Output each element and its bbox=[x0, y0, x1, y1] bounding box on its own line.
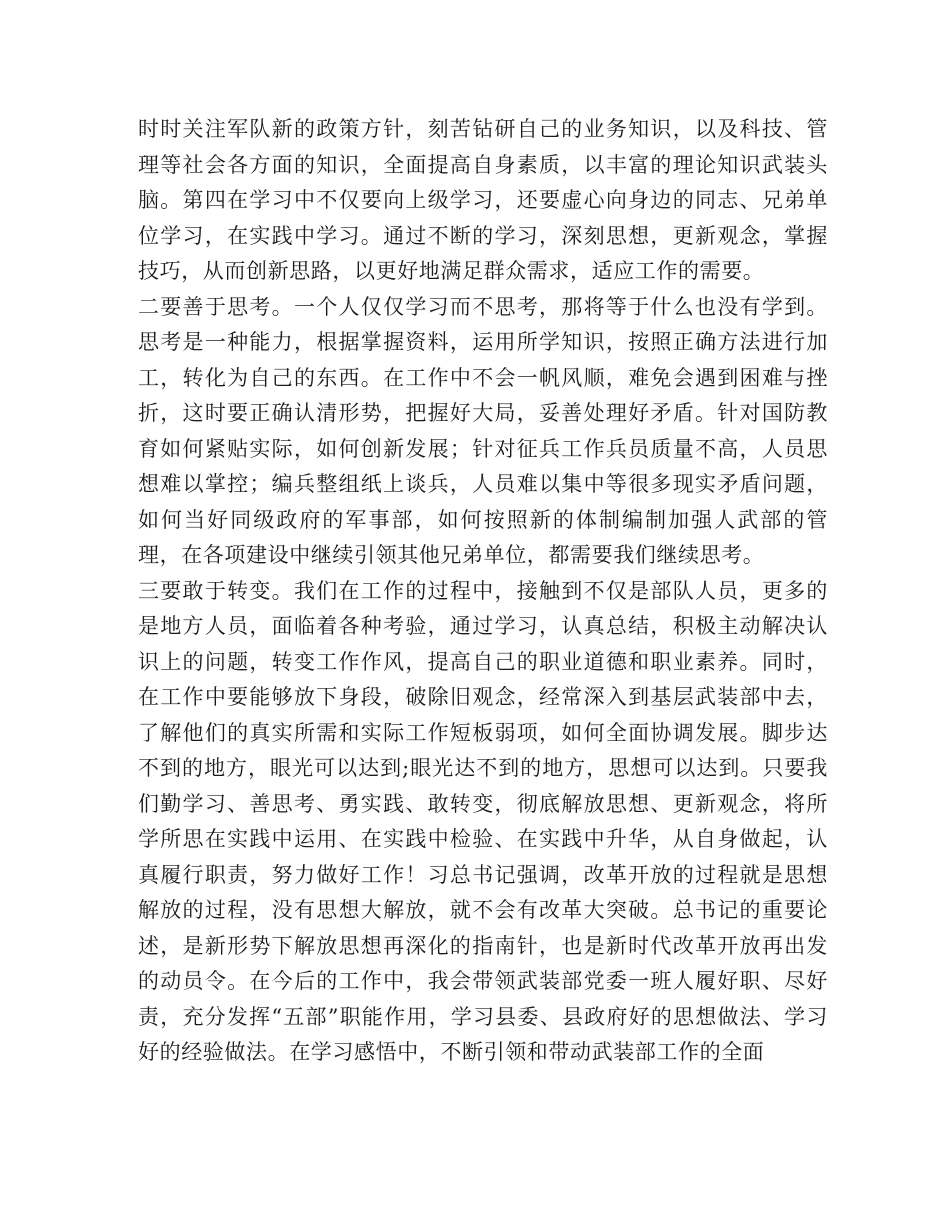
document-body bbox=[138, 112, 828, 1071]
paragraph-good-at-thinking: 二要善于思考。一个人仅仅学习而不思考，那将等于什么也没有学到。思考是一种能力，根据掌握资料，运用所学知识，按照正确方法进行加工，转化为自己的东西。在工作中不会一帆风顺，难免会遇到困难与挫折，这时要正确认清形势，把握好大局，妥善处理好矛盾。针对国防教育如何紧贴实际，如何创新发展；针对征兵工作兵员质量不高，人员思想难以掌控；编兵整组纸上谈兵，人员难以集中等很多现实矛盾问题，如何当好同级政府的军事部，如何按照新的体制编制加强人武部的管理，在各项建设中继续引领其他兄弟单位，都需要我们继续思考。 bbox=[138, 294, 828, 567]
paragraph-continued-study: 时时关注军队新的政策方针，刻苦钻研自己的业务知识，以及科技、管理等社会各方面的知识，全面提高自身素质，以丰富的理论知识武装头脑。第四在学习中不仅要向上级学习，还要虚心向身边的同志、兄弟单位学习，在实践中学习。通过不断的学习，深刻思想，更新观念，掌握技巧，从而创新思路，以更好地满足群众需求，适应工作的需要。 bbox=[138, 117, 828, 283]
paragraph-dare-to-change: 三要敢于转变。我们在工作的过程中，接触到不仅是部队人员，更多的是地方人员，面临着各种考验，通过学习，认真总结，积极主动解决认识上的问题，转变工作作风，提高自己的职业道德和职业素养。同时，在工作中要能够放下身段，破除旧观念，经常深入到基层武装部中去，了解他们的真实所需和实际工作短板弱项，如何全面协调发展。脚步达不到的地方，眼光可以达到;眼光达不到的地方，思想可以达到。只要我们勤学习、善思考、勇实践、敢转变，彻底解放思想、更新观念，将所学所思在实践中运用、在实践中检验、在实践中升华，从自身做起，认真履行职责，努力做好工作！习总书记强调，改革开放的过程就是思想解放的过程，没有思想大解放，就不会有改革大突破。总书记的重要论述，是新形势下解放思想再深化的指南针，也是新时代改革开放再出发的动员令。在今后的工作中，我会带领武装部党委一班人履好职、尽好责，充分发挥“五部”职能作用，学习县委、县政府好的思想做法、学习好的经验做法。在学习感悟中，不断引领和带动武装部工作的全面 bbox=[138, 578, 828, 1064]
